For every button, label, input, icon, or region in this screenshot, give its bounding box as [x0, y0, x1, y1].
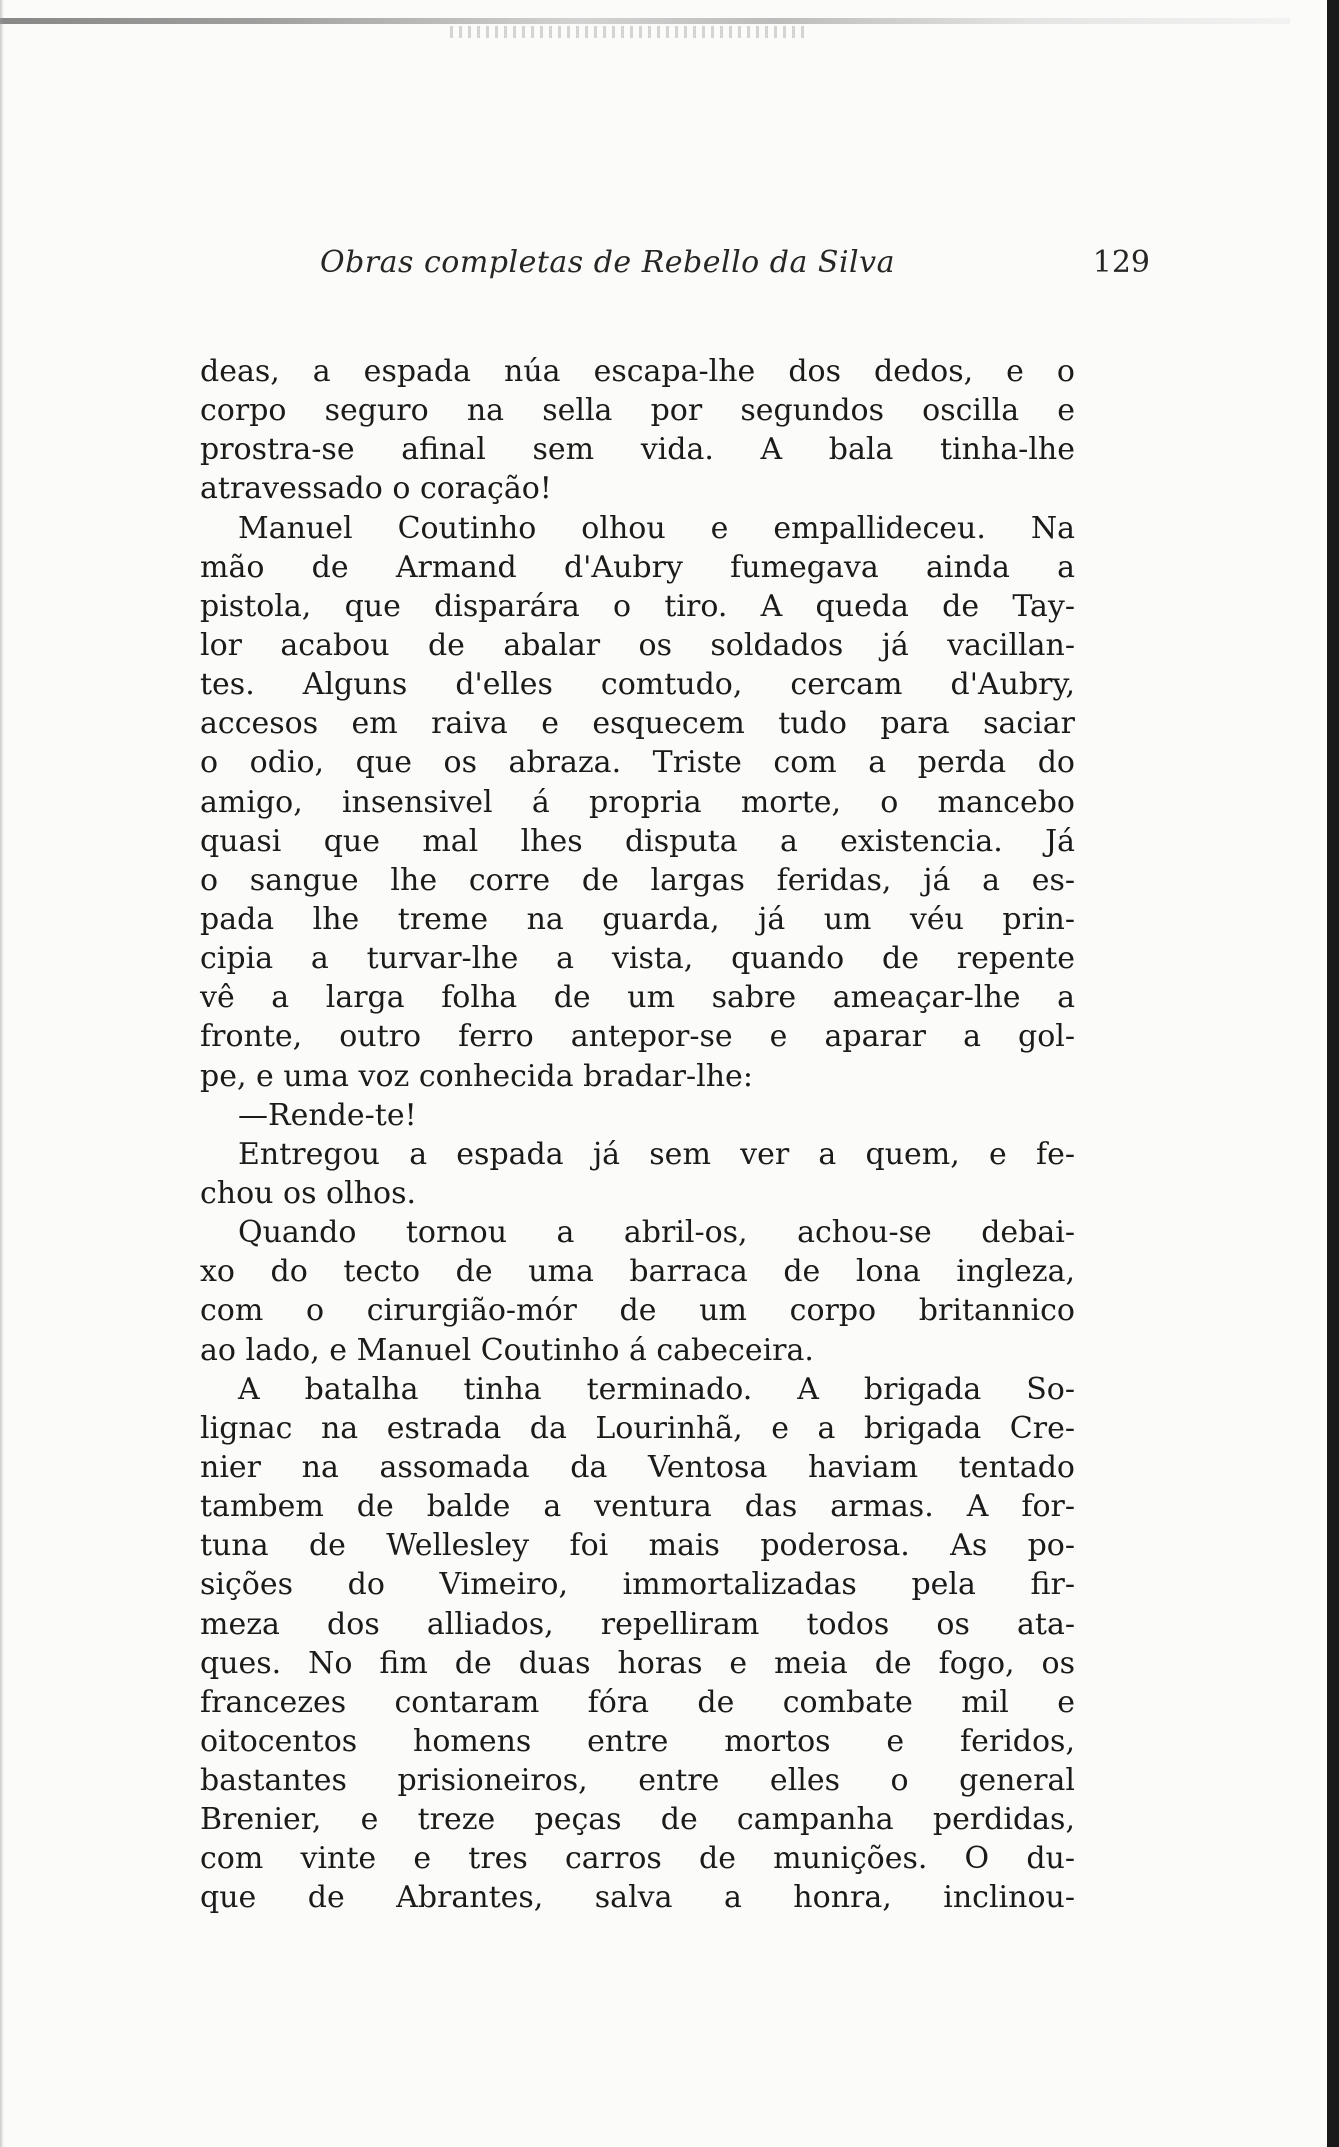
text-line: com o cirurgião-mór de um corpo britannico: [200, 1293, 1075, 1329]
text-line: prostra-se afinal sem vida. A bala tinha-lhe: [200, 432, 1075, 468]
page-number: 129: [1092, 245, 1150, 280]
scan-edge-right: [1327, 0, 1339, 2147]
text-line: francezes contaram fóra de combate mil e: [200, 1684, 1075, 1720]
text-line: xo do tecto de uma barraca de lona ingleza,: [200, 1254, 1075, 1290]
text-line: fronte, outro ferro antepor-se e aparar a gol-: [200, 1019, 1075, 1055]
text-line: pada lhe treme na guarda, já um véu prin-: [200, 901, 1075, 937]
text-line: atravessado o coração!: [200, 471, 552, 507]
scan-edge-top: [0, 18, 1290, 24]
text-line: tambem de balde a ventura das armas. A for-: [200, 1489, 1075, 1525]
text-line: pe, e uma voz conhecida bradar-lhe:: [200, 1058, 753, 1094]
body-text: [200, 352, 1075, 1918]
text-line: Manuel Coutinho olhou e empallideceu. Na: [238, 510, 1075, 546]
text-line: ques. No fim de duas horas e meia de fogo, os: [200, 1645, 1075, 1681]
text-line: corpo seguro na sella por segundos oscilla e: [200, 393, 1075, 429]
text-line: mão de Armand d'Aubry fumegava ainda a: [200, 549, 1075, 585]
running-title: Obras completas de Rebello da Silva: [320, 245, 895, 280]
text-line: quasi que mal lhes disputa a existencia. Já: [200, 823, 1075, 859]
text-line: Quando tornou a abril-os, achou-se debai-: [238, 1215, 1075, 1251]
text-line: accesos em raiva e esquecem tudo para saciar: [200, 706, 1075, 742]
text-line: pistola, que disparára o tiro. A queda de Tay-: [200, 588, 1075, 624]
text-line: vê a larga folha de um sabre ameaçar-lhe a: [200, 980, 1075, 1016]
text-line: nier na assomada da Ventosa haviam tentado: [200, 1449, 1075, 1485]
text-line: tuna de Wellesley foi mais poderosa. As po-: [200, 1528, 1075, 1564]
text-line: sições do Vimeiro, immortalizadas pela fir-: [200, 1567, 1075, 1603]
text-line: que de Abrantes, salva a honra, inclinou-: [200, 1880, 1075, 1916]
text-line: lor acabou de abalar os soldados já vacillan-: [200, 627, 1075, 663]
text-line: oitocentos homens entre mortos e feridos,: [200, 1723, 1075, 1759]
scan-edge-left: [0, 0, 4, 2147]
text-line: com vinte e tres carros de munições. O du-: [200, 1841, 1075, 1877]
text-line: deas, a espada núa escapa-lhe dos dedos, e o: [200, 354, 1075, 389]
text-line: bastantes prisioneiros, entre elles o general: [200, 1763, 1075, 1799]
text-line: lignac na estrada da Lourinhã, e a brigada Cre-: [200, 1410, 1075, 1446]
text-line: cipia a turvar-lhe a vista, quando de repente: [200, 941, 1075, 977]
text-line: o sangue lhe corre de largas feridas, já a es-: [200, 862, 1075, 898]
text-line: chou os olhos.: [200, 1175, 417, 1211]
page-header: [320, 243, 1160, 287]
text-line: Brenier, e treze peças de campanha perdidas,: [200, 1802, 1075, 1838]
text-line: tes. Alguns d'elles comtudo, cercam d'Aubry,: [200, 667, 1075, 703]
text-line: Entregou a espada já sem ver a quem, e fe-: [238, 1136, 1075, 1172]
text-line: A batalha tinha terminado. A brigada So-: [238, 1371, 1075, 1407]
scan-noise-top: [450, 26, 810, 38]
text-line: —Rende-te!: [238, 1097, 417, 1133]
text-line: amigo, insensivel á propria morte, o mancebo: [200, 784, 1075, 820]
text-line: ao lado, e Manuel Coutinho á cabeceira.: [200, 1332, 814, 1368]
text-line: meza dos alliados, repelliram todos os ata-: [200, 1606, 1075, 1642]
text-line: o odio, que os abraza. Triste com a perda do: [200, 745, 1075, 781]
